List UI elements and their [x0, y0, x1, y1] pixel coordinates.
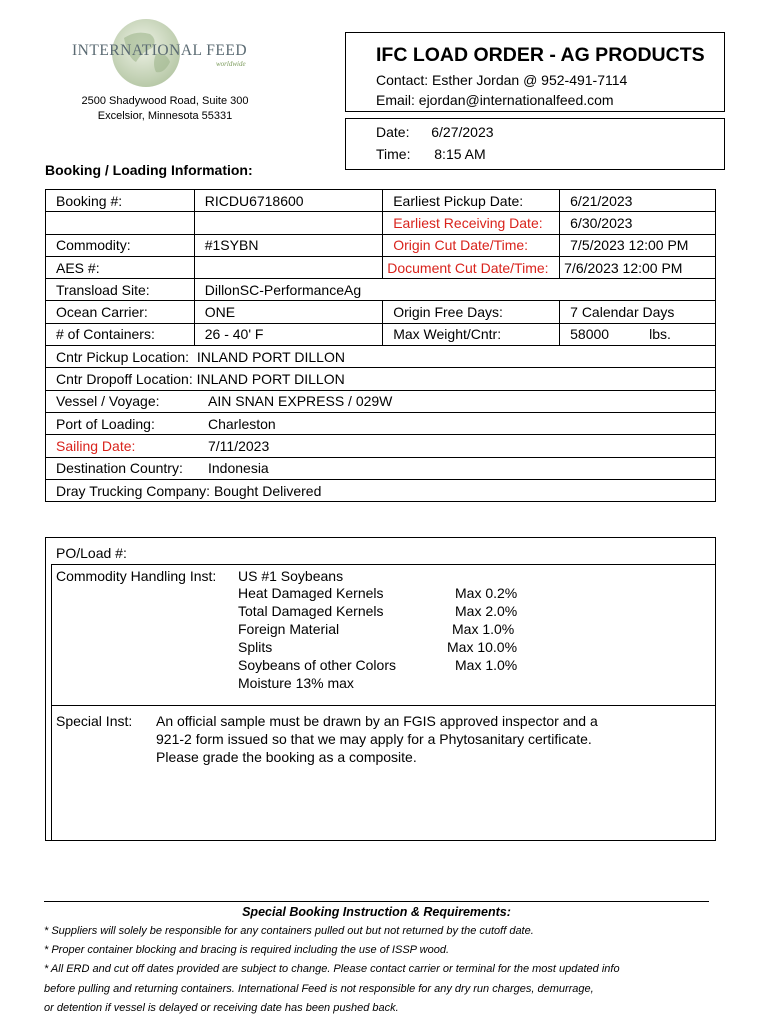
spec-name: Foreign Material [238, 621, 340, 637]
vessel-label: Vessel / Voyage: [56, 393, 160, 410]
table-row [46, 190, 716, 212]
table-row [46, 256, 716, 278]
date-box [345, 118, 725, 170]
dropoff-location-cell [46, 368, 716, 390]
transload-label: Transload Site: [46, 279, 195, 301]
earliest-pickup-label: Earliest Pickup Date: [383, 190, 560, 212]
special-line: Please grade the booking as a composite. [156, 749, 417, 765]
footer-line: * Proper container blocking and bracing is required including the use of ISSP wood. [44, 944, 450, 956]
ocean-carrier-label: Ocean Carrier: [46, 301, 195, 323]
address-line-1: 2500 Shadywood Road, Suite 300 [81, 95, 249, 107]
page-title: IFC LOAD ORDER - AG PRODUCTS [376, 44, 705, 66]
port-cell [46, 412, 716, 434]
max-weight-value: 58000 [570, 326, 610, 343]
dropoff-location-label: Cntr Dropoff Location: [56, 371, 193, 388]
table-row [46, 435, 716, 457]
pickup-location-value: INLAND PORT DILLON [196, 348, 345, 365]
earliest-receiving-value: 6/30/2023 [560, 212, 716, 234]
special-label: Special Inst: [56, 713, 133, 729]
contact-line: Contact: Esther Jordan @ 952-491-7114 [376, 72, 628, 88]
vessel-cell [46, 390, 716, 412]
vessel-value: AIN SNAN EXPRESS / 029W [208, 393, 393, 410]
sailing-cell [46, 435, 716, 457]
special-line: An official sample must be drawn by an FGIS approved inspector and a [156, 713, 598, 729]
email-line: Email: ejordan@internationalfeed.com [376, 92, 614, 108]
doc-cut-label: Document Cut Date/Time: [383, 256, 560, 278]
port-label: Port of Loading: [56, 415, 155, 432]
inner-left-border [51, 564, 52, 841]
empty-cell [46, 212, 195, 234]
time-value: 8:15 AM [434, 146, 486, 162]
date-value: 6/27/2023 [431, 124, 494, 140]
moisture-spec: Moisture 13% max [238, 675, 354, 691]
origin-free-value: 7 Calendar Days [560, 301, 716, 323]
company-logo [66, 18, 256, 90]
destination-cell [46, 457, 716, 479]
handling-label: Commodity Handling Inst: [56, 568, 217, 584]
footer-divider [44, 901, 709, 902]
logo-subtext: worldwide [216, 60, 246, 68]
spec-name: Soybeans of other Colors [238, 657, 396, 673]
containers-label: # of Containers: [46, 323, 195, 345]
spec-name: Splits [238, 639, 273, 655]
spec-name: Total Damaged Kernels [238, 603, 384, 619]
logo-text: INTERNATIONAL FEED [72, 42, 248, 59]
booking-label: Booking #: [46, 190, 195, 212]
empty-cell [194, 212, 382, 234]
spec-value: Max 10.0% [447, 639, 518, 655]
destination-value: Indonesia [208, 460, 269, 477]
max-weight-cell [560, 323, 716, 345]
table-row [46, 279, 716, 301]
table-row [46, 412, 716, 434]
dray-cell [46, 479, 716, 501]
origin-cut-value: 7/5/2023 12:00 PM [560, 234, 716, 256]
footer-line: * All ERD and cut off dates provided are subject to change. Please contact carrier or terminal for the most updated info [44, 963, 620, 975]
special-line: 921-2 form issued so that we may apply for a Phytosanitary certificate. [156, 731, 592, 747]
max-weight-unit: lbs. [649, 326, 671, 343]
table-row [46, 457, 716, 479]
aes-value [194, 256, 382, 278]
table-row [46, 212, 716, 234]
dray-label: Dray Trucking Company: [56, 482, 211, 499]
booking-table [45, 189, 716, 502]
footer-line: or detention if vessel is delayed or receiving date has been pushed back. [44, 1002, 399, 1014]
booking-section-title: Booking / Loading Information: [45, 162, 253, 178]
po-label: PO/Load #: [56, 545, 127, 561]
footer-title: Special Booking Instruction & Requirements: [242, 905, 511, 919]
booking-value: RICDU6718600 [194, 190, 382, 212]
earliest-pickup-value: 6/21/2023 [560, 190, 716, 212]
table-row [46, 346, 716, 368]
handling-title: US #1 Soybeans [238, 568, 344, 584]
transload-value: DillonSC-PerformanceAg [194, 279, 715, 301]
spec-value: Max 2.0% [455, 603, 518, 619]
footer-line: before pulling and returning containers. International Feed is not responsible for any dry run charges, demurrage, [44, 983, 594, 995]
spec-value: Max 1.0% [452, 621, 515, 637]
containers-value: 26 - 40' F [194, 323, 382, 345]
divider [51, 564, 716, 565]
spec-value: Max 0.2% [455, 585, 518, 601]
commodity-label: Commodity: [46, 234, 195, 256]
footer-line: * Suppliers will solely be responsible for any containers pulled out but not returned by the cutoff date. [44, 925, 534, 937]
doc-cut-value: 7/6/2023 12:00 PM [560, 256, 716, 278]
max-weight-label: Max Weight/Cntr: [383, 323, 560, 345]
ocean-carrier-value: ONE [194, 301, 382, 323]
dray-value: Bought Delivered [213, 482, 322, 499]
pickup-location-cell [46, 346, 716, 368]
spec-value: Max 1.0% [455, 657, 518, 673]
port-value: Charleston [208, 415, 276, 432]
commodity-value: #1SYBN [194, 234, 382, 256]
table-row [46, 390, 716, 412]
pickup-location-label: Cntr Pickup Location: [56, 348, 190, 365]
spec-name: Heat Damaged Kernels [238, 585, 384, 601]
table-row [46, 368, 716, 390]
sailing-value: 7/11/2023 [208, 437, 270, 454]
origin-cut-label: Origin Cut Date/Time: [383, 234, 560, 256]
title-box [345, 32, 725, 112]
table-row [46, 323, 716, 345]
table-row [46, 301, 716, 323]
time-label: Time: [376, 146, 411, 162]
date-label: Date: [376, 124, 410, 140]
origin-free-label: Origin Free Days: [383, 301, 560, 323]
table-row [46, 234, 716, 256]
aes-label: AES #: [46, 256, 195, 278]
divider [51, 705, 716, 706]
sailing-label: Sailing Date: [56, 437, 136, 454]
destination-label: Destination Country: [56, 460, 183, 477]
dropoff-location-value: INLAND PORT DILLON [196, 371, 345, 388]
earliest-receiving-label: Earliest Receiving Date: [383, 212, 560, 234]
address-line-2: Excelsior, Minnesota 55331 [97, 110, 233, 122]
table-row [46, 479, 716, 501]
